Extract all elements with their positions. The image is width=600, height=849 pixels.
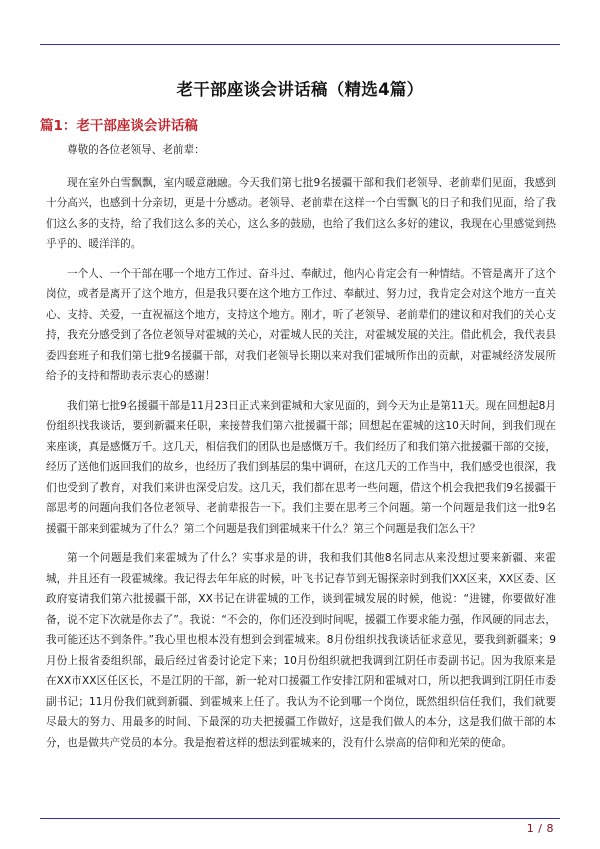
body-paragraph: 第一个问题是我们来霍城为了什么？实事求是的讲，我和我们其他8名同志从来没想过要来新疆、来霍城，并且还有一段霍城缘。我记得去年年底的时候，叶飞书记春节到无锡探亲时到我们XX区来，XX区委、区政府宴请我们第六批援疆干部，XX书记在讲霍城的工作，谈到霍城发展的时候，他说：“进键，你要做好准备，说不定下次就是你去了”。我说：“不会的，你们还没到时间呢，援疆工作要求能力强，作风硬的同志去，我可能还达不到条件。”我心里也根本没有想到会到霍城来。8月份组织找我谈话征求意见，要我到新疆来；9月份上报省委组织部，最后经过省委讨论定下来；10月份组织就把我调到江阴任市委副书记。因为我原来是在XX市XX区任区长，不是江阴的干部，新一轮对口援疆工作安排江阴和霍城对口，所以把我调到江阴任市委副书记；11月份我们就到新疆、到霍城来上任了。我认为不论到哪一个岗位，既然组织信任我们，我们就要尽最大的努力、用最多的时间、下最深的功夫把援疆工作做好，这是我们做人的本分，这是我们做干部的本分，也是做共产党员的本分。我是抱着这样的想法到霍城来的，没有什么崇高的信仰和光荣的使命。 bbox=[46, 552, 556, 749]
document-title: 老干部座谈会讲话稿（精选4篇） bbox=[176, 80, 424, 99]
body-paragraph: 我们第七批9名援疆干部是11月23日正式来到霍城和大家见面的，到今天为止是第11天。现在回想起8月份组织找我谈话，要到新疆来任职，来接替我们第六批援疆干部；回想起在霍城的这10天时间，到我们现在来座谈，真是感慨万千。这几天，相信我们的团队也是感慨万千。我们经历了和我们第六批援疆干部的交接，经历了送他们返回我们的故乡，也经历了我们到基层的集中调研，在这几天的工作当中，我们感受也很深，我们也受到了教育，对我们来讲也深受启发。这几天，我们都在思考一些问题，借这个机会我把我们9名援疆干部思考的问题向我们各位老领导、老前辈报告一下。我们主要在思考三个问题。第一个问题是我们这一批9名援疆干部来到霍城为了什么？第二个问题是我们到霍城来干什么？第三个问题是我们怎么干？ bbox=[46, 399, 556, 535]
salutation-paragraph: 尊敬的各位老领导、老前辈： bbox=[67, 144, 205, 156]
section-heading: 篇1：老干部座谈会讲话稿 bbox=[40, 118, 198, 134]
footer-rule bbox=[40, 818, 560, 819]
document-body bbox=[46, 140, 556, 762]
header-rule bbox=[40, 44, 560, 45]
body-paragraph: 一个人、一个干部在哪一个地方工作过、奋斗过、奉献过，他内心肯定会有一种情结。不管是离开了这个岗位，或者是离开了这个地方，但是我只要在这个地方工作过、奉献过、努力过，我肯定会对这个地方一直关心、支持、关爱，一直祝福这个地方，支持这个地方。刚才，听了老领导、老前辈们的建议和对我们的关心支持，我充分感受到了各位老领导对霍城的关心，对霍城人民的关注，对霍城发展的关注。借此机会，我代表县委四套班子和我们第七批9名援疆干部，对我们老领导长期以来对我们霍城所作出的贡献，对霍城经济发展所给予的支持和帮助表示衷心的感谢！ bbox=[46, 267, 556, 382]
page-indicator: 1 / 8 bbox=[526, 822, 554, 835]
body-paragraph: 现在室外白雪飘飘，室内暖意融融。今天我们第七批9名援疆干部和我们老领导、老前辈们见面，我感到十分高兴，也感到十分亲切，更是十分感动。老领导、老前辈在这样一个白雪飘飞的日子和我们见面，给了我们这么多的支持，给了我们这么多的关心，这么多的鼓励，也给了我们这么多好的建议，我现在心里感觉到热乎乎的、暖洋洋的。 bbox=[46, 176, 556, 250]
